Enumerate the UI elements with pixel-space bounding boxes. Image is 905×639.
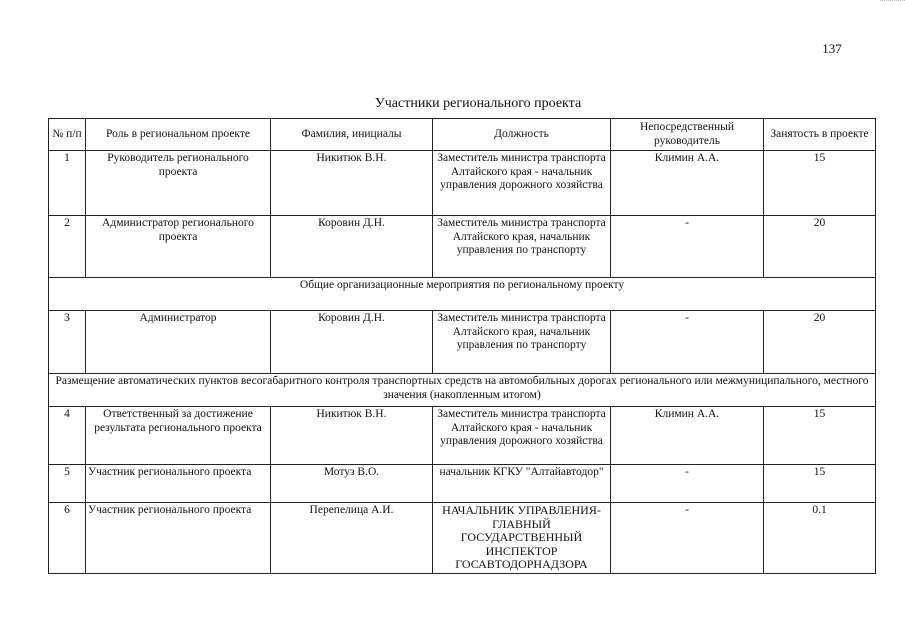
cell-no: 5 <box>49 465 86 503</box>
cell-employment: 0.1 <box>764 503 876 574</box>
cell-position: Заместитель министра транспорта Алтайского края - начальник управления дорожного хозяйства <box>433 407 611 465</box>
cell-employment: 20 <box>764 311 876 374</box>
cell-supervisor: - <box>611 465 764 503</box>
cell-role: Руководитель регионального проекта <box>86 151 271 216</box>
header-employment: Занятость в проекте <box>764 119 876 151</box>
cell-name: Коровин Д.Н. <box>271 311 433 374</box>
section-placement: Размещение автоматических пунктов весогабаритного контроля транспортных средств на автомобильных дорогах регионального или межмуниципального, местного значения (накопленным итогом) <box>49 374 876 407</box>
cell-no: 3 <box>49 311 86 374</box>
participants-table <box>48 118 876 574</box>
cell-employment: 15 <box>764 407 876 465</box>
cell-name: Коровин Д.Н. <box>271 216 433 278</box>
cell-position: начальник КГКУ "Алтайавтодор" <box>433 465 611 503</box>
cell-no: 1 <box>49 151 86 216</box>
cell-role: Участник регионального проекта <box>86 465 271 503</box>
page-title: Участники регионального проекта <box>374 96 582 111</box>
cell-supervisor: Климин А.А. <box>611 151 764 216</box>
cell-role: Администратор регионального проекта <box>86 216 271 278</box>
page-number: 137 <box>822 41 842 56</box>
cell-no: 2 <box>49 216 86 278</box>
cell-no: 4 <box>49 407 86 465</box>
cell-employment: 15 <box>764 151 876 216</box>
scan-artifact <box>880 0 905 9</box>
table-row <box>49 407 876 465</box>
cell-position: Заместитель министра транспорта Алтайского края, начальник управления по транспорту <box>433 311 611 374</box>
cell-name: Никитюк В.Н. <box>271 151 433 216</box>
cell-supervisor: - <box>611 216 764 278</box>
header-no: № п/п <box>49 119 86 151</box>
cell-name: Никитюк В.Н. <box>271 407 433 465</box>
header-position: Должность <box>433 119 611 151</box>
cell-employment: 20 <box>764 216 876 278</box>
cell-supervisor: - <box>611 503 764 574</box>
cell-role: Ответственный за достижение результата регионального проекта <box>86 407 271 465</box>
section-row <box>49 278 876 311</box>
table-row <box>49 311 876 374</box>
cell-name: Мотуз В.О. <box>271 465 433 503</box>
header-supervisor: Непосредственный руководитель <box>611 119 764 151</box>
cell-employment: 15 <box>764 465 876 503</box>
table-row <box>49 465 876 503</box>
section-row <box>49 374 876 407</box>
table-header-row <box>49 119 876 151</box>
section-general: Общие организационные мероприятия по региональному проекту <box>49 278 876 311</box>
cell-supervisor: Климин А.А. <box>611 407 764 465</box>
cell-position: НАЧАЛЬНИК УПРАВЛЕНИЯ-ГЛАВНЫЙ ГОСУДАРСТВЕННЫЙ ИНСПЕКТОР ГОСАВТОДОРНАДЗОРА <box>433 503 611 574</box>
header-name: Фамилия, инициалы <box>271 119 433 151</box>
table-row <box>49 503 876 574</box>
cell-no: 6 <box>49 503 86 574</box>
cell-position: Заместитель министра транспорта Алтайского края - начальник управления дорожного хозяйства <box>433 151 611 216</box>
header-role: Роль в региональном проекте <box>86 119 271 151</box>
table-row <box>49 151 876 216</box>
cell-name: Перепелица А.И. <box>271 503 433 574</box>
cell-supervisor: - <box>611 311 764 374</box>
cell-role: Участник регионального проекта <box>86 503 271 574</box>
cell-position: Заместитель министра транспорта Алтайского края, начальник управления по транспорту <box>433 216 611 278</box>
table-row <box>49 216 876 278</box>
cell-role: Администратор <box>86 311 271 374</box>
